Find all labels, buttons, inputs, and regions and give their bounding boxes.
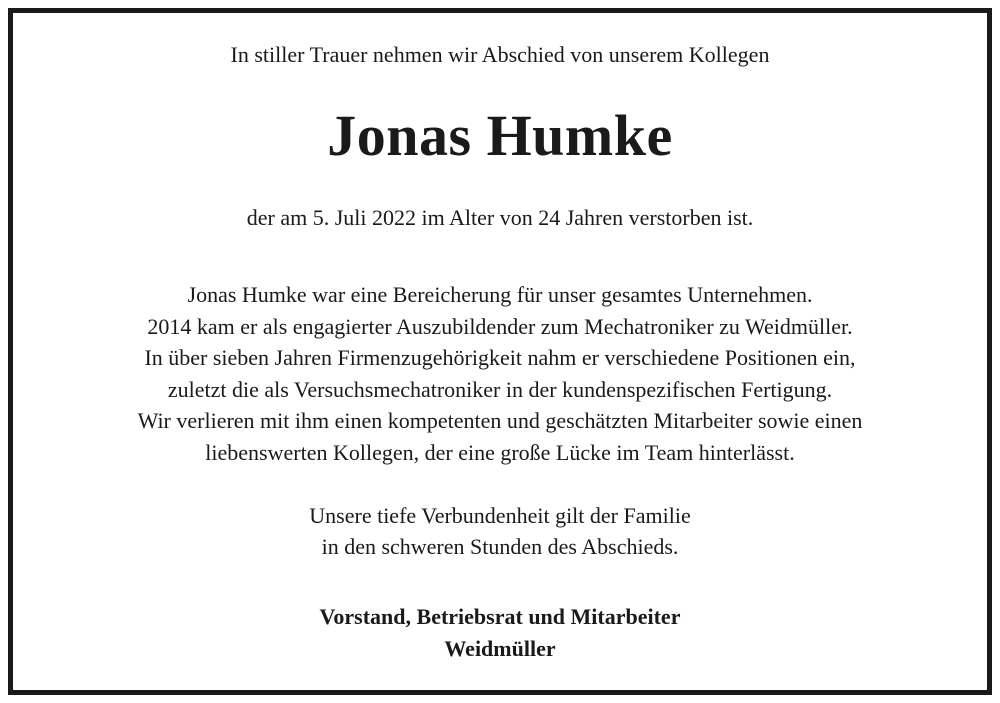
tribute-line: Wir verlieren mit ihm einen kompetenten und geschätzten Mitarbeiter sowie einen	[137, 408, 863, 433]
deceased-name: Jonas Humke	[327, 103, 673, 168]
death-line: der am 5. Juli 2022 im Alter von 24 Jahren verstorben ist.	[246, 205, 754, 230]
condolence-line: in den schweren Stunden des Abschieds.	[321, 534, 679, 559]
tribute-line: Jonas Humke war eine Bereicherung für unser gesamtes Unternehmen.	[187, 282, 813, 307]
tribute-line: liebenswerten Kollegen, der eine große Lücke im Team hinterlässt.	[205, 439, 795, 465]
tribute-line: In über sieben Jahren Firmenzugehörigkeit nahm er verschiedene Positionen ein,	[144, 345, 856, 370]
tribute-paragraph	[0, 279, 1000, 468]
condolence-paragraph	[0, 500, 1000, 562]
tribute-line: zuletzt die als Versuchsmechatroniker in der kundenspezifischen Fertigung.	[167, 376, 833, 402]
signature-block	[0, 601, 1000, 665]
condolence-line: Unsere tiefe Verbundenheit gilt der Familie	[309, 503, 691, 528]
signature-company: Weidmüller	[444, 636, 556, 661]
signature-line: Vorstand, Betriebsrat und Mitarbeiter	[319, 604, 681, 629]
intro-line: In stiller Trauer nehmen wir Abschied von unserem Kollegen	[230, 42, 770, 67]
tribute-line: 2014 kam er als engagierter Auszubildender zum Mechatroniker zu Weidmüller.	[147, 313, 853, 339]
